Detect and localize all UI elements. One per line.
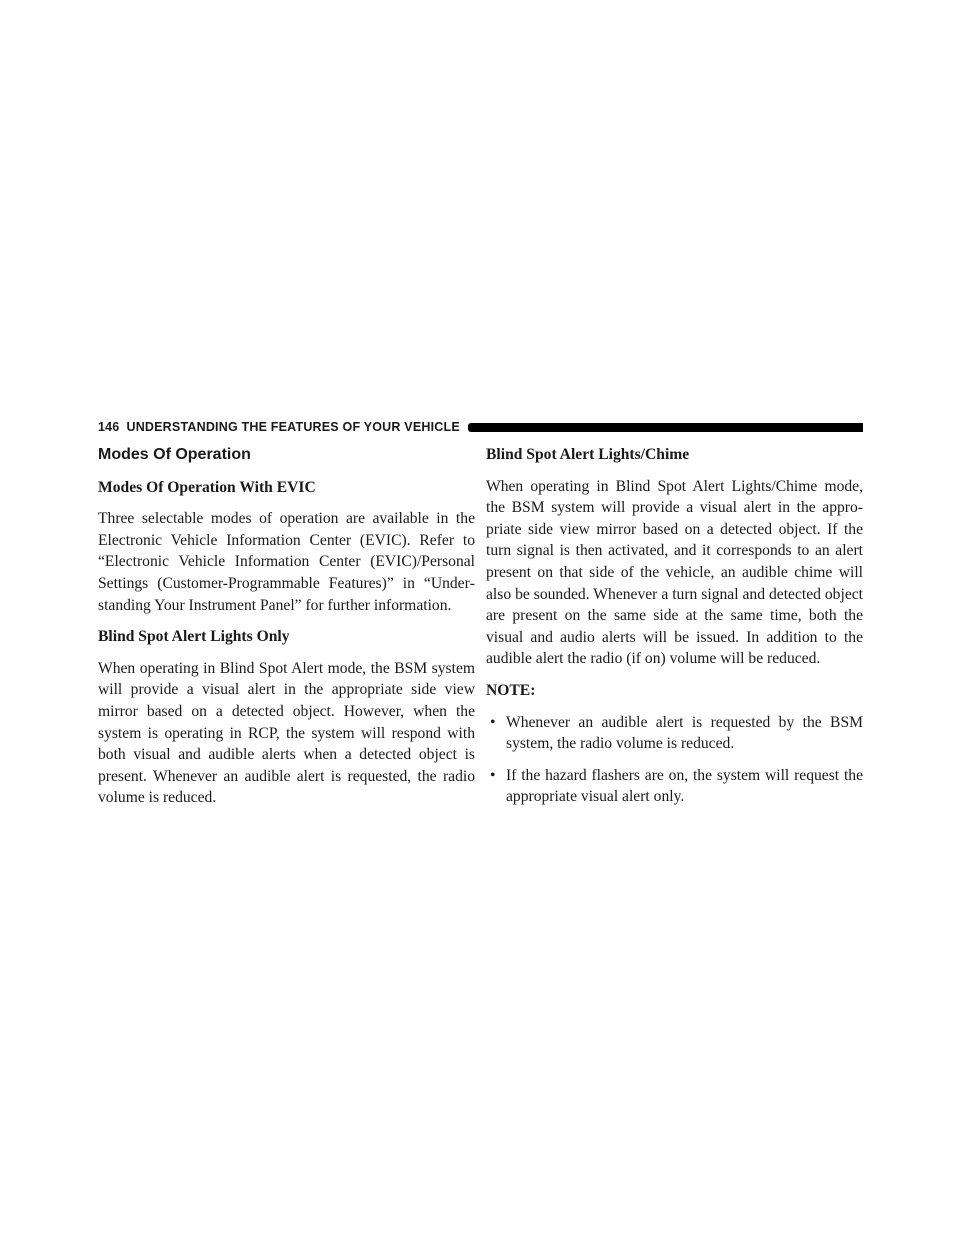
page-number: 146: [98, 420, 120, 434]
section-heading: Modes Of Operation: [98, 446, 251, 463]
subheading-lights-chime: Blind Spot Alert Lights/Chime: [486, 446, 690, 463]
subheading-lights-only: Blind Spot Alert Lights Only: [98, 628, 290, 646]
note-label: NOTE:: [486, 681, 536, 699]
paragraph-evic: Three selectable modes of operation are available in the Electronic Vehicle Information Center (EVIC). Refer to “Electronic Vehicle Information Center (EVIC)/Personal Settings (Customer-Programmable Features)” in “Understanding Your Instrument Panel” for further information.: [98, 510, 475, 614]
header-rule: [468, 423, 863, 432]
page-header: [98, 418, 863, 436]
list-item-text: Whenever an audible alert is requested by the BSM system, the radio volume is reduced.: [506, 713, 863, 753]
list-item-text: If the hazard flashers are on, the system will request the appropriate visual alert only.: [506, 766, 863, 806]
list-item: [486, 712, 863, 755]
paragraph-lights-only: When operating in Blind Spot Alert mode, the BSM system will provide a visual alert in the appropriate side view mirror based on a detected object. However, when the system is operating in RCP, the system will respond with both visual and audible alerts when a detected object is present. Whenever an audible alert is requested, the radio volume is reduced.: [98, 659, 475, 807]
subheading-evic: Modes Of Operation With EVIC: [98, 478, 316, 496]
right-column: [486, 440, 863, 818]
bullet-icon: •: [490, 713, 496, 731]
list-item: [486, 765, 863, 808]
left-column: [98, 440, 475, 819]
bullet-icon: •: [490, 766, 496, 784]
paragraph-lights-chime: When operating in Blind Spot Alert Lights/Chime mode, the BSM system will provide a visual alert in the appropriate side view mirror based on a detected object. If the turn signal is then activated, and it corresponds to an alert present on that side of the vehicle, an audible chime will also be sounded. Whenever a turn signal and detected object are present on the same side at the same time, both the visual and audio alerts will be issued. In addition to the audible alert the radio (if on) volume will be reduced.: [486, 477, 863, 668]
section-title: UNDERSTANDING THE FEATURES OF YOUR VEHICLE: [126, 420, 460, 434]
note-list: [486, 712, 863, 808]
